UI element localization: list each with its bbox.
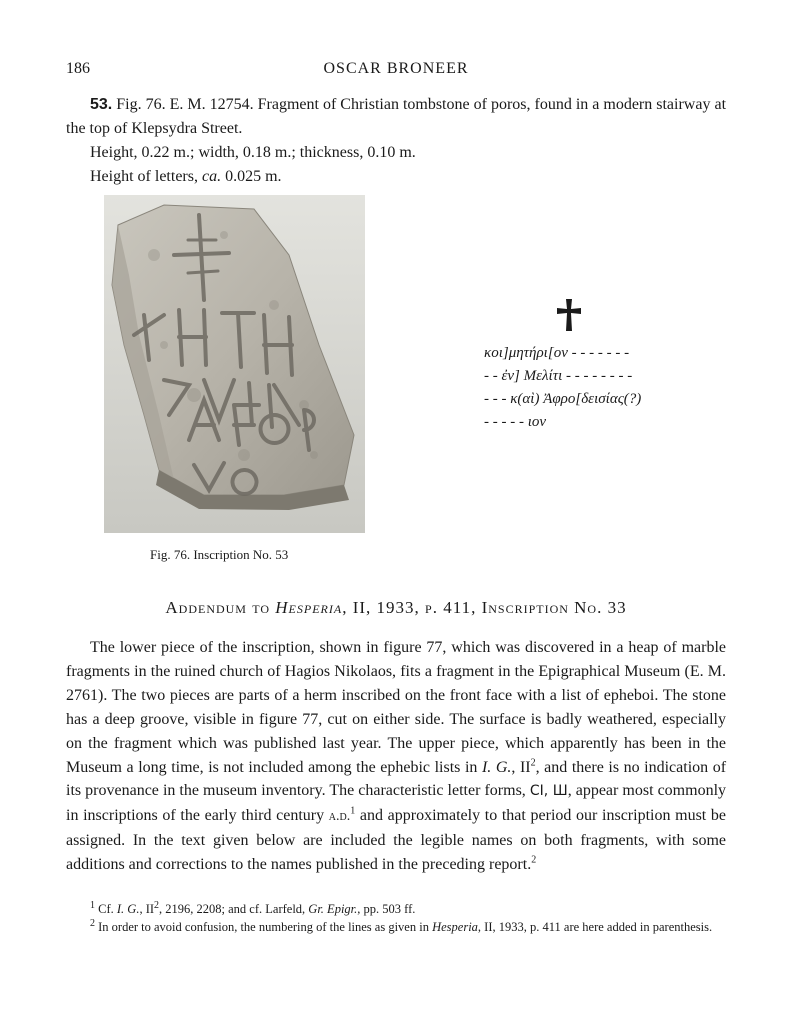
cross-icon bbox=[556, 298, 582, 332]
page-number: 186 bbox=[66, 60, 90, 77]
entry-text: Fig. 76. E. M. 12754. Fragment of Christian tombstone of poros, found in a modern stairway at the top of Klepsydra Street. bbox=[66, 96, 727, 137]
addendum-paragraph: The lower piece of the inscription, shown in figure 77, which was discovered in a heap of marble fragments in the ruined church of Hagios Nikolaos, fits a fragment in the Epigraphical Museum (E. M. 2761). The two pieces are parts of a herm inscribed on the front face with a list of epheboi. The stone has a deep groove, visible in figure 77, cut on either side. The surface is badly weathered, especially on the fragment which was published last year. The upper piece, which apparently has been in the Museum a long time, is not included among the ephebic lists in I. G., $II^2$, and there is no indication of its provenance in the museum inventory. The characteristic letter forms, ϹΙ, Ш, appear most commonly in inscriptions of the early third century a.d.$^1$ and approximately to that period our inscription must be assigned. In the text given below are included the legible names on both fragments, with some additions and corrections to the names published in the preceding report.$^2$ bbox=[66, 639, 727, 874]
transcription-line-3: - - - κ(αὶ) Ἀφρο[δεισίας(?) bbox=[484, 391, 642, 407]
entry-53-description bbox=[66, 93, 726, 141]
figure-caption: Fig. 76. Inscription No. 53 bbox=[150, 547, 289, 562]
entry-letter-height: Height of letters, ca. 0.025 m. bbox=[90, 168, 282, 185]
transcription-line-4: - - - - - ιον bbox=[484, 414, 547, 430]
section-heading: Addendum to Hesperia, II, 1933, p. 411, Inscription No. 33 bbox=[165, 598, 627, 617]
running-head: OSCAR BRONEER bbox=[323, 60, 469, 77]
transcription-line-1: κοι]μητήρι[ον - - - - - - - bbox=[484, 345, 630, 361]
transcription-line-2: - - ἐν] Μελίτι - - - - - - - - bbox=[484, 368, 633, 384]
entry-dimensions: Height, 0.22 m.; width, 0.18 m.; thickness, 0.10 m. bbox=[90, 144, 416, 161]
inscription-photo bbox=[104, 195, 365, 533]
stone-fragment-image bbox=[104, 195, 365, 533]
letter-forms: ϹΙ, Ш bbox=[529, 783, 568, 800]
footnote-ref-1[interactable]: 1 bbox=[350, 806, 356, 818]
footnote-2: $^2$ In order to avoid confusion, the numbering of the lines as given in Hesperia, II, 1933, p. 411 are here added in parenthesis. bbox=[90, 917, 713, 934]
footnote-ref-2[interactable]: 2 bbox=[531, 854, 537, 866]
entry-number: 53. bbox=[90, 96, 113, 113]
footnotes bbox=[66, 900, 726, 936]
footnote-1: $^1$ Cf. I. G., $II^2$, 2196, 2208; and cf. Larfeld, Gr. Epigr., pp. 503 ff. bbox=[90, 899, 416, 916]
